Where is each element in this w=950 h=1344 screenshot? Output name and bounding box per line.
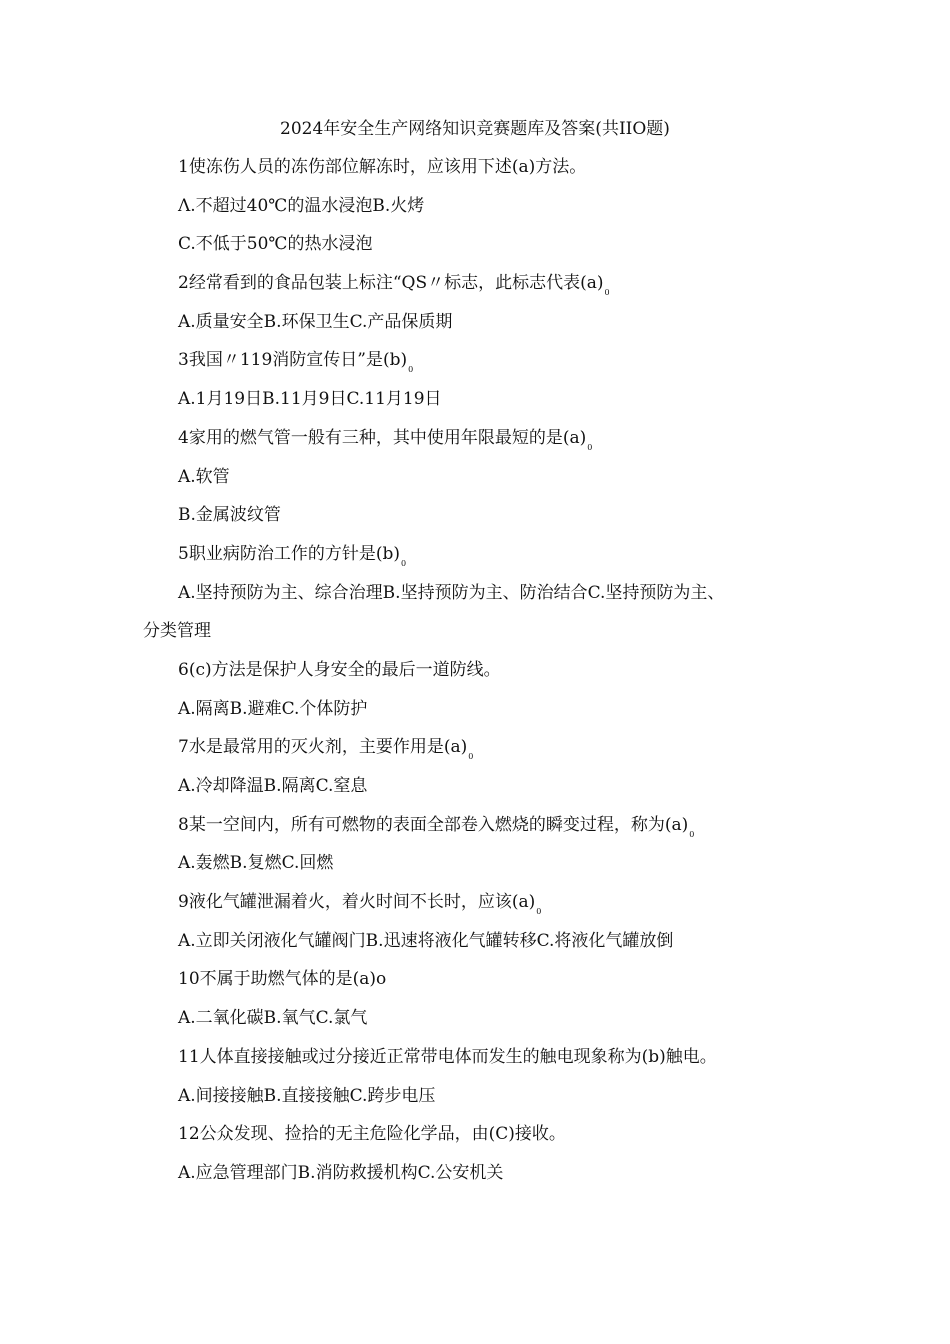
line-text: 2经常看到的食品包装上标注“QS〃标志，此标志代表(a) [178, 273, 604, 294]
text-line [0, 385, 950, 424]
line-text: 9液化气罐泄漏着火，着火时间不长时，应该(a) [178, 892, 536, 913]
text-line [0, 1004, 950, 1043]
text-line [0, 424, 950, 463]
line-subscript-mark: 0 [604, 288, 610, 298]
line-text: A.坚持预防为主、综合治理B.坚持预防为主、防治结合C.坚持预防为主、 [178, 582, 725, 603]
text-line [0, 927, 950, 966]
text-line [0, 1120, 950, 1159]
line-subscript-mark: 0 [689, 829, 695, 839]
line-text: 5职业病防治工作的方针是(b) [178, 543, 400, 564]
line-text: 12公众发现、捡拾的无主危险化学品，由(C)接收。 [178, 1124, 566, 1145]
line-text: 7水是最常用的灭火剂，主要作用是(a) [178, 737, 468, 758]
document-title: 2024年安全生产网络知识竞赛题库及答案(共IIO题) [280, 119, 670, 139]
text-line [0, 772, 950, 811]
text-line [0, 1159, 950, 1198]
text-line [0, 463, 950, 502]
line-subscript-mark: 0 [408, 365, 414, 375]
line-text: A.轰燃B.复燃C.回燃 [178, 853, 334, 874]
line-text: 6(c)方法是保护人身安全的最后一道防线。 [178, 659, 501, 680]
line-subscript-mark: 0 [536, 907, 542, 917]
text-line [0, 811, 950, 850]
line-text: 1使冻伤人员的冻伤部位解冻时，应该用下述(a)方法。 [178, 157, 587, 177]
line-text: A.1月19日B.11月9日C.11月19日 [178, 389, 442, 410]
line-text: 4家用的燃气管一般有三种，其中使用年限最短的是(a) [178, 427, 587, 448]
text-line [0, 269, 950, 308]
line-text: A.应急管理部门B.消防救援机构C.公安机关 [178, 1162, 504, 1183]
text-line [0, 849, 950, 888]
line-text: 8某一空间内，所有可燃物的表面全部卷入燃烧的瞬变过程，称为(a) [178, 814, 689, 835]
line-text: B.金属波纹管 [178, 505, 281, 526]
line-text: A.隔离B.避难C.个体防护 [178, 698, 368, 719]
text-line [0, 656, 950, 695]
text-line [0, 230, 950, 269]
document-body [0, 153, 950, 1198]
line-subscript-mark: 0 [400, 558, 407, 568]
text-line [0, 695, 950, 734]
line-text: A.二氧化碳B.氧气C.氯气 [178, 1008, 368, 1029]
line-text: A.冷却降温B.隔离C.窒息 [178, 776, 368, 796]
line-text: 分类管理 [143, 621, 211, 642]
text-line [0, 1043, 950, 1082]
text-line [0, 1082, 950, 1121]
text-line [0, 617, 950, 656]
line-subscript-mark: 0 [587, 442, 593, 452]
text-line [0, 501, 950, 540]
text-line [0, 733, 950, 772]
text-line [0, 965, 950, 1004]
text-line [0, 540, 950, 579]
line-text: 11人体直接接触或过分接近正常带电体而发生的触电现象称为(b)触电。 [178, 1046, 717, 1067]
text-line [0, 153, 950, 192]
text-line [0, 346, 950, 385]
line-text: A.间接接触B.直接接触C.跨步电压 [178, 1085, 436, 1106]
text-line [0, 308, 950, 347]
line-text: 3我国〃119消防宣传日”是(b) [178, 350, 408, 371]
line-text: A.软管 [178, 466, 230, 487]
line-text: A.立即关闭液化气罐阀门B.迅速将液化气罐转移C.将液化气罐放倒 [178, 930, 674, 951]
line-text: A.质量安全B.环保卫生C.产品保质期 [178, 311, 453, 332]
line-text: C.不低于50℃的热水浸泡 [178, 234, 373, 255]
line-text: Λ.不超过40℃的温水浸泡B.火烤 [178, 195, 425, 216]
text-line [0, 579, 950, 618]
line-text: 10不属于助燃气体的是(a)o [178, 969, 387, 990]
text-line [0, 888, 950, 927]
line-subscript-mark: 0 [468, 752, 474, 762]
text-line [0, 192, 950, 231]
